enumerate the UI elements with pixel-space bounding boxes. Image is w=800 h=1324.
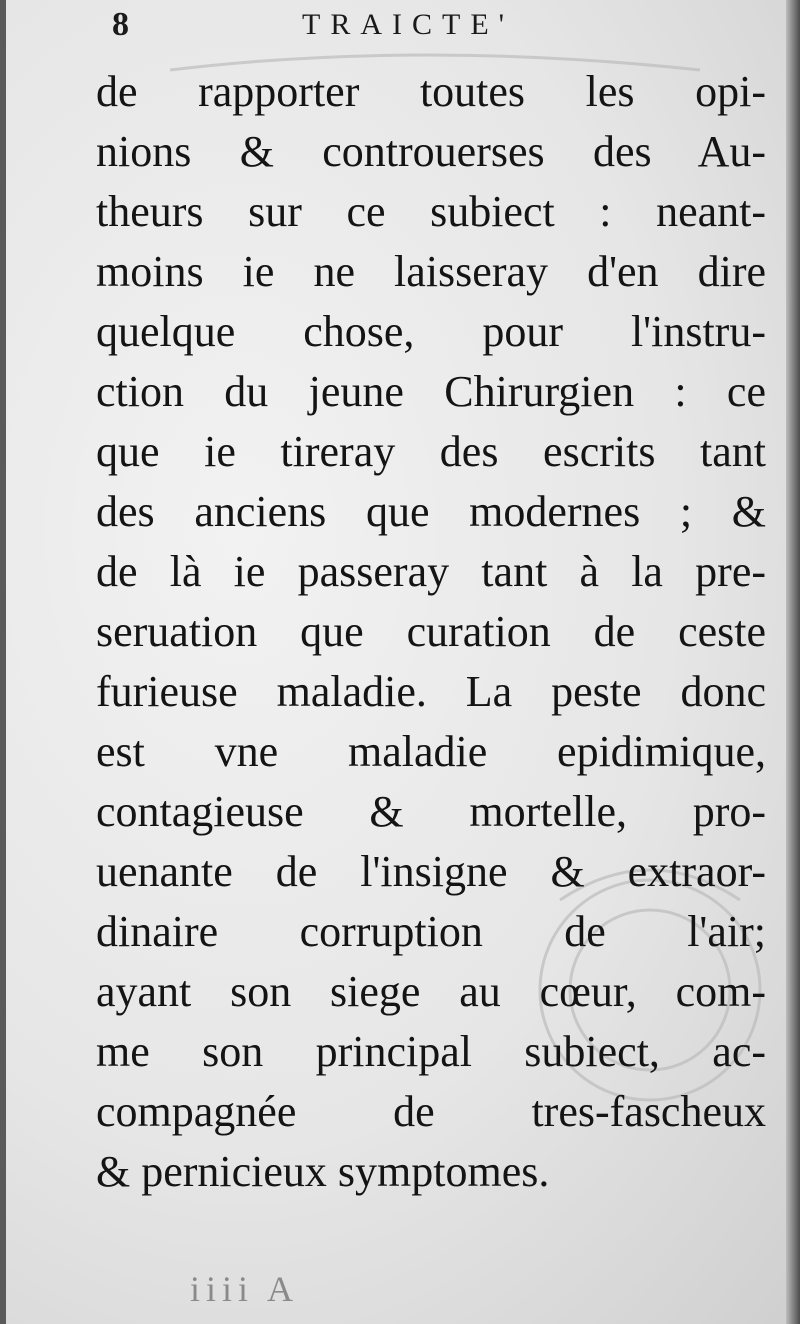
text-line: ction du jeune Chirurgien : ce — [96, 367, 766, 416]
text-line: contagieuse & mortelle, pro- — [96, 787, 766, 836]
page-header — [112, 6, 772, 46]
text-line: que ie tireray des escrits tant — [96, 427, 766, 476]
text-line: des anciens que modernes ; & — [96, 487, 766, 536]
signature-mark: iiii A — [190, 1269, 300, 1309]
text-line: quelque chose, pour l'instru- — [96, 307, 766, 356]
text-line: nions & controuerses des Au- — [96, 127, 766, 176]
text-line: furieuse maladie. La peste donc — [96, 667, 766, 716]
text-line: moins ie ne laisseray d'en dire — [96, 247, 766, 296]
running-head: TRAICTE' — [302, 8, 515, 41]
text-line: theurs sur ce subiect : neant- — [96, 187, 766, 236]
page-footer — [190, 1268, 350, 1318]
text-line: seruation que curation de ceste — [96, 607, 766, 656]
text-line: compagnée de tres-fascheux — [96, 1087, 766, 1136]
text-line: uenante de l'insigne & extraor- — [96, 847, 766, 896]
text-line: de rapporter toutes les opi- — [96, 67, 766, 116]
text-line: me son principal subiect, ac- — [96, 1027, 766, 1076]
text-line: ayant son siege au cœur, com- — [96, 967, 766, 1016]
text-line: est vne maladie epidimique, — [96, 727, 766, 776]
page-number: 8 — [112, 6, 129, 43]
text-line: dinaire corruption de l'air; — [96, 907, 766, 956]
text-line: de là ie passeray tant à la pre- — [96, 547, 766, 596]
text-line: & pernicieux symptomes. — [96, 1147, 550, 1196]
body-text — [96, 62, 766, 1202]
